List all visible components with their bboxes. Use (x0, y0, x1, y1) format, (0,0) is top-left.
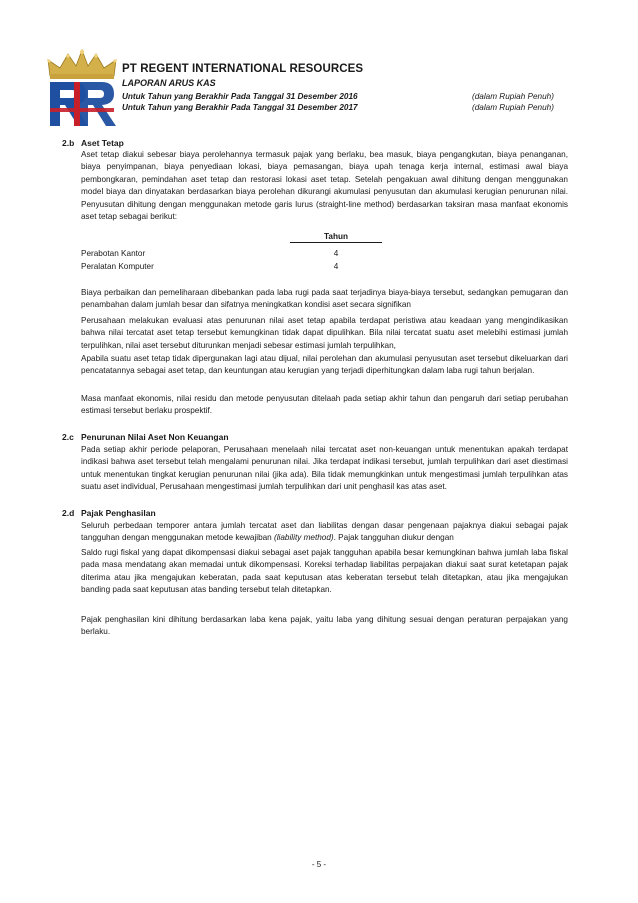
period-line-1: Untuk Tahun yang Berakhir Pada Tanggal 31 Desember 2016 (122, 92, 358, 101)
period-line-2: Untuk Tahun yang Berakhir Pada Tanggal 31 Desember 2017 (122, 103, 358, 112)
section-number-2d: 2.d (62, 508, 75, 518)
paragraph-2b-2: Biaya perbaikan dan pemeliharaan dibebankan pada laba rugi pada saat terjadinya biaya-biaya tersebut, sedangkan pemugaran dan penambahan dalam jumlah besar dan sifatnya meningkatkan kondisi aset secara signifikan (81, 288, 568, 310)
paragraph-2d-1-text-a: Seluruh perbedaan temporer antara jumlah tercatat aset dan liabilitas dengan dasar pengenaan pajaknya diakui sebagai pajak tangguhan dengan menggunakan metode kewajiban (81, 521, 568, 543)
report-title: LAPORAN ARUS KAS (122, 78, 216, 88)
section-number-2b: 2.b (62, 138, 75, 148)
paragraph-2d-1 (81, 520, 568, 545)
section-title-2b: Aset Tetap (81, 138, 124, 148)
section-title-2c: Penurunan Nilai Aset Non Keuangan (81, 432, 229, 442)
paragraph-2d-1-text-b: . Pajak tangguhan diukur dengan (333, 533, 454, 543)
crown-icon (47, 50, 116, 79)
table-row-value: 4 (333, 249, 339, 258)
paragraph-2c-1: Pada setiap akhir periode pelaporan, Perusahaan menelaah nilai tercatat aset non-keuangan untuk menentukan apakah terdapat indikasi bahwa aset tersebut telah mengalami penurunan nilai. Jika terdapat indikasi tersebut, jumlah terpulihkan dari aset diestimasi untuk menentukan tingkat kerugian penurunan nilai (jika ada). Bila tidak memungkinkan untuk mengestimasi jumlah terpulihkan atas suatu aset individual, Perusahaan mengestimasi jumlah terpulihkan dari unit penghasil kas atas aset. (81, 445, 568, 492)
rr-monogram-icon (50, 82, 116, 126)
company-logo (44, 48, 120, 128)
table-row-value: 4 (333, 262, 339, 271)
section-title-2d: Pajak Penghasilan (81, 508, 156, 518)
company-name: PT REGENT INTERNATIONAL RESOURCES (122, 63, 364, 75)
table-row-label: Peralatan Komputer (81, 262, 154, 271)
paragraph-2b-1: Aset tetap diakui sebesar biaya perolehannya termasuk pajak yang berlaku, bea masuk, biaya pengangkutan, biaya penanganan, biaya penyimpanan, biaya penyediaan lokasi, biaya pemasangan, biaya upah tenaga kerja internal, estimasi awal biaya pembongkaran, pemindahan aset tetap dan restorasi lokasi aset tetap. Setelah pengakuan awal dihitung dengan menggunakan model biaya dan dinyatakan berdasarkan biaya perolehan dikurangi akumulasi penyusutan dan akumulasi kerugian penurunan nilai. Penyusutan dihitung dengan menggunakan metode garis lurus (straight-line method) berdasarkan taksiran masa manfaat ekonomis aset tetap sebagai berikut: (81, 150, 568, 222)
section-number-2c: 2.c (62, 432, 74, 442)
paragraph-2d-1-italic: (liability method) (274, 533, 334, 543)
paragraph-2b-3: Perusahaan melakukan evaluasi atas penurunan nilai aset tetap apabila terdapat peristiwa atau keadaan yang mengindikasikan bahwa nilai tercatat aset tetap tersebut kemungkinan tidak dapat dipulihkan. Bila nilai tercatat suatu aset melebihi estimasi jumlah terpulihkan, nilai aset tersebut diturunkan menjadi sebesar estimasi jumlah terpulihkan, (81, 316, 568, 350)
paragraph-2b-4: Apabila suatu aset tetap tidak dipergunakan lagi atau dijual, nilai perolehan dan akumulasi penyusutan aset tersebut dikeluarkan dari pencatatannya sebagai aset tetap, dan keuntungan atau kerugian yang terjadi diperhitungkan dalam laba rugi tahun berjalan. (81, 354, 568, 376)
paragraph-2d-3: Pajak penghasilan kini dihitung berdasarkan laba kena pajak, yaitu laba yang dihitung sesuai dengan peraturan perpajakan yang berlaku. (81, 615, 568, 637)
paragraph-2d-2: Saldo rugi fiskal yang dapat dikompensasi diakui sebagai aset pajak tangguhan apabila besar kemungkinan bahwa jumlah laba fiskal pada masa mendatang akan memadai untuk dikompensasi. Koreksi terhadap liabilitas perpajakan diakui saat surat ketetapan pajak diterima atau jika mengajukan keberatan, pada saat keputusan atas keberatan tersebut telah ditetapkan, atau jika mengajukan banding pada saat keputusan atas banding tersebut telah ditetapkan. (81, 548, 568, 595)
unit-line-2: (dalam Rupiah Penuh) (472, 103, 554, 112)
paragraph-2b-5: Masa manfaat ekonomis, nilai residu dan metode penyusutan ditelaah pada setiap akhir tahun dan pengaruh dari setiap perubahan estimasi tersebut berlaku prospektif. (81, 394, 568, 416)
table-header-tahun: Tahun (290, 232, 382, 243)
table-row-label: Perabotan Kantor (81, 249, 146, 258)
page-number: - 5 - (311, 860, 327, 869)
unit-line-1: (dalam Rupiah Penuh) (472, 92, 554, 101)
